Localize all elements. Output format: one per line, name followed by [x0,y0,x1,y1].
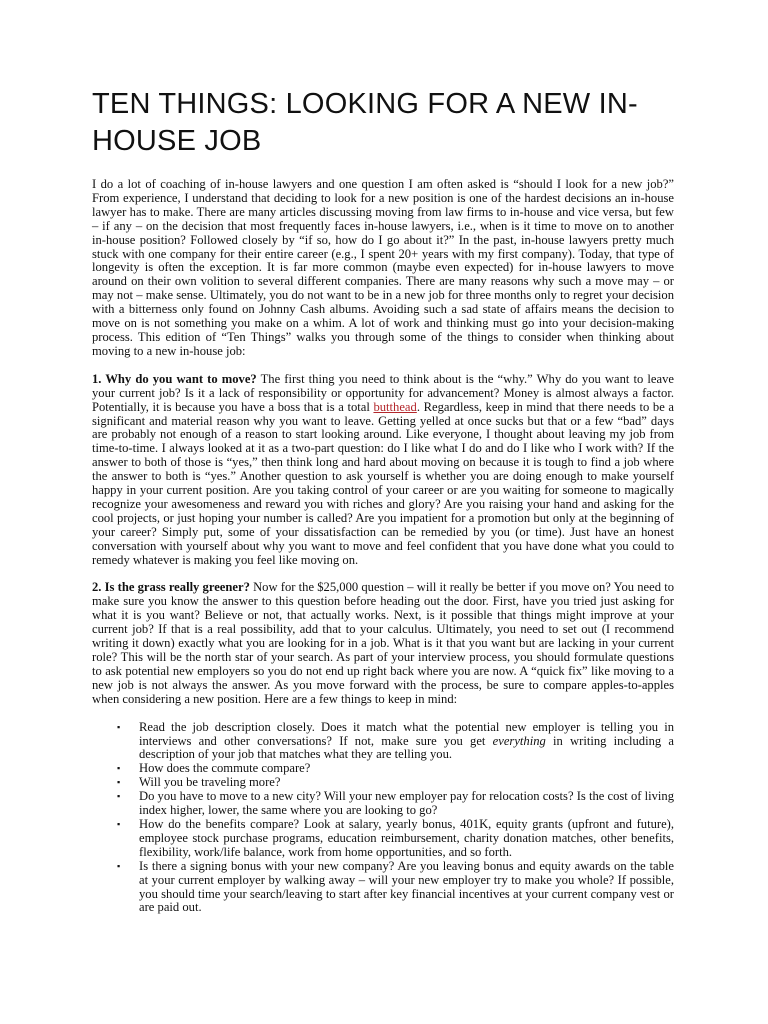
bullet-icon: ▪ [117,818,121,829]
section-1-paragraph [92,373,674,568]
list-item-text: Will you be traveling more? [139,775,281,790]
list-item-text: How do the benefits compare? Look at salary, yearly bonus, 401K, equity grants (upfront and future), employee stock purchase programs, education reimbursement, charity donation matches, other benefits, flexibility, work/life balance, work from home opportunities, and so forth. [139,816,674,859]
list-item-text: How does the commute compare? [139,761,311,776]
list-item [92,790,674,818]
intro-paragraph: I do a lot of coaching of in-house lawyers and one question I am often asked is “should I look for a new job?” From experience, I understand that deciding to look for a new position is one of the hardest decisions an in-house lawyer has to make. There are many articles discussing moving from law firms to in-house and vice versa, but few – if any – on the decision that most frequently faces in-house lawyers, i.e., when is it time to move on to another in-house position? Followed closely by “if so, how do I go about it?” In the past, in-house lawyers pretty much stuck with one company for their entire career (e.g., I spent 20+ years with my first company). Today, that type of longevity is often the exception. It is far more common (maybe even expected) for in-house lawyers to move around on their own volition to several different companies. There are many reasons why such a move may – or may not – make sense. Ultimately, you do not want to be in a new job for three months only to regret your decision with a bitterness only found on Johnny Cash albums. Avoiding such a sad state of affairs means the decision to move on is not something you make on a whim. A lot of work and thinking must go into your decision-making process. This edition of “Ten Things” walks you through some of the things to consider when thinking about moving to a new in-house job: [92,177,674,358]
bullet-icon: ▪ [117,860,121,871]
list-item [92,776,674,790]
section-1-text-after-link: . Regardless, keep in mind that there needs to be a significant and material reason why you want to leave. Getting yelled at once sucks but that or a few “bad” days are probably not enough of a reason to start looking around. Like everyone, I thought about leaving my job from time-to-time. I always looked at it as a two-part question: do I like what I do and do I like who I work with? If the answer to both of those is “yes,” then think long and hard about moving on because it is tough to find a job where the answer to both is “yes.” Another question to ask yourself is whether you are doing enough to make yourself happy in your current position. Are you taking control of your career or are you waiting for someone to magically recognize your awesomeness and reward you with riches and glory? Are you raising your hand and asking for the cool projects, or just hoping your number is called? Are you impatient for a promotion but only at the beginning of your career? Simply put, some of your dissatisfaction can be remedied by you (or time). Just have an honest conversation with yourself about why you want to move and feel confident that you have done what you could to remedy whatever is making you feel like moving on. [92,399,674,567]
document-page [92,86,674,915]
list-item [92,818,674,860]
list-item [92,860,674,916]
list-item [92,762,674,776]
list-item-emphasis: everything [492,733,546,748]
bullet-icon: ▪ [117,721,121,732]
list-item-text: Read the job description closely. Does it match what the potential new employer is telling you in interviews and other conversations? If not, make sure you get [139,719,674,748]
considerations-list [92,721,674,916]
list-item-text: Is there a signing bonus with your new company? Are you leaving bonus and equity awards on the table at your current employer by walking away – will your new employer try to make you whole? If possible, you should time your search/leaving to start after key financial incentives at your current company vest or are paid out. [139,858,674,915]
list-item-text: Do you have to move to a new city? Will your new employer pay for relocation costs? Is the cost of living index higher, lower, the same where you are looking to go? [139,789,674,818]
list-item [92,721,674,763]
bullet-icon: ▪ [117,777,121,788]
section-2-heading: 2. Is the grass really greener? [92,580,250,595]
document-title: TEN THINGS: LOOKING FOR A NEW IN-HOUSE JOB [92,88,638,157]
section-1-heading: 1. Why do you want to move? [92,371,257,386]
list-item-text: in writing including a description of your job that matches what they are telling you. [139,733,675,762]
section-1-text-before-link: The first thing you need to think about is the “why.” Why do you want to leave your current job? Is it a lack of responsibility or opportunity for advancement? Money is almost always a factor. Potentially, it is because you have a boss that is a total [92,371,674,414]
section-2-paragraph [92,581,674,706]
bullet-icon: ▪ [117,791,121,802]
butthead-link[interactable]: butthead [373,399,417,414]
section-2-text: Now for the $25,000 question – will it really be better if you move on? You need to make sure you know the answer to this question before heading out the door. First, have you tried just asking for what it is you want? Believe or not, that actually works. Next, is it possible that things might improve at your current job? If that is a real possibility, add that to your calculus. Ultimately, you need to set out (I recommend writing it down) exactly what you are looking for in a job. What is it that you want but are lacking in your current role? This will be the north star of your search. As part of your interview process, you should formulate questions to ask potential new employers so you do not end up right back where you are now. A “quick fix” like moving to a new job is not always the answer. As you move forward with the process, be sure to compare apples-to-apples when considering a new position. Here are a few things to keep in mind: [92,580,675,706]
bullet-icon: ▪ [117,763,121,774]
